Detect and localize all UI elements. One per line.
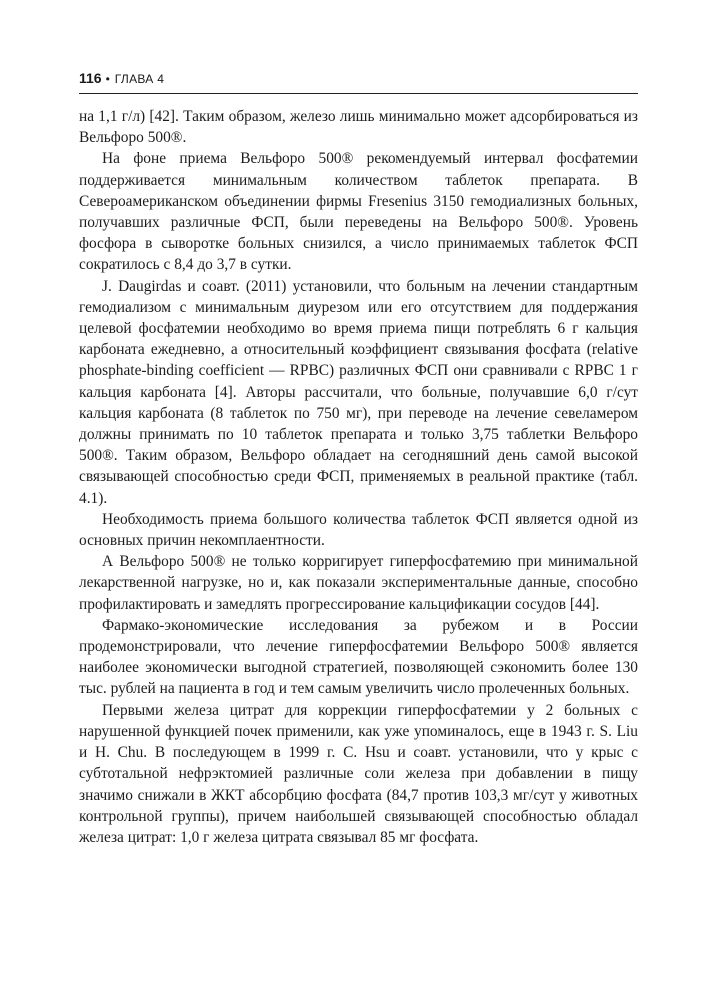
body-text [79, 106, 638, 848]
paragraph-7: Первыми железа цитрат для коррекции гиперфосфатемии у 2 больных с нарушенной функцией почек применили, как уже упоминалось, еще в 1943 г. S. Liu и H. Chu. В последующем в 1999 г. C. Hsu и соавт. установили, что у крыс с субтотальной нефрэктомией различные соли железа при добавлении в пищу значимо снижали в ЖКТ абсорбцию фосфата (84,7 против 103,3 мг/сут у животных контрольной группы), причем наибольшей связывающей способностью обладал железа цитрат: 1,0 г железа цитрата связывал 85 мг фосфата. [79, 701, 638, 846]
running-header [79, 70, 638, 94]
header-bullet: • [105, 72, 110, 86]
paragraph-6: Фармако-экономические исследования за рубежом и в России продемонстрировали, что лечение гиперфосфатемии Вельфоро 500® является наиболее экономически выгодной стратегией, позволяющей сэкономить более 130 тыс. рублей на пациента в год и тем самым увеличить число пролеченных больных. [79, 616, 638, 698]
page-number: 116 [79, 70, 102, 86]
paragraph-1: на 1,1 г/л) [42]. Таким образом, железо лишь минимально может адсорбироваться из Вельфоро 500®. [79, 108, 638, 147]
chapter-label: ГЛАВА 4 [114, 72, 165, 86]
paragraph-4: Необходимость приема большого количества таблеток ФСП является одной из основных причин некомплаентности. [79, 510, 638, 550]
paragraph-5: А Вельфоро 500® не только корригирует гиперфосфатемию при минимальной лекарственной нагрузке, но и, как показали экспериментальные данные, способно профилактировать и замедлять прогрессирование кальцификации сосудов [44]. [79, 553, 638, 613]
paragraph-2: На фоне приема Вельфоро 500® рекомендуемый интервал фосфатемии поддерживается минимальным количеством таблеток препарата. В Североамериканском объединении фирмы Fresenius 3150 гемодиализных больных, получавших различные ФСП, были переведены на Вельфоро 500®. Уровень фосфора в сыворотке больных снизился, а число принимаемых таблеток ФСП сократилось с 8,4 до 3,7 в сутки. [79, 150, 638, 274]
paragraph-3: J. Daugirdas и соавт. (2011) установили, что больным на лечении стандартным гемодиализом с минимальным диурезом или его отсутствием для поддержания целевой фосфатемии необходимо во время приема пищи потреблять 6 г кальция карбоната ежедневно, а относительный коэффициент связывания фосфата (relative phosphate-binding coefficient — RPBC) различных ФСП они сравнивали с RPBC 1 г кальция карбоната [4]. Авторы рассчитали, что больные, получавшие 6,0 г/сут кальция карбоната (8 таблеток по 750 мг), при переводе на лечение севеламером должны принимать по 10 таблеток препарата и только 3,75 таблетки Вельфоро 500®. Таким образом, Вельфоро обладает на сегодняшний день самой высокой связывающей способностью среди ФСП, применяемых в реальной практике (табл. 4.1). [79, 277, 638, 507]
